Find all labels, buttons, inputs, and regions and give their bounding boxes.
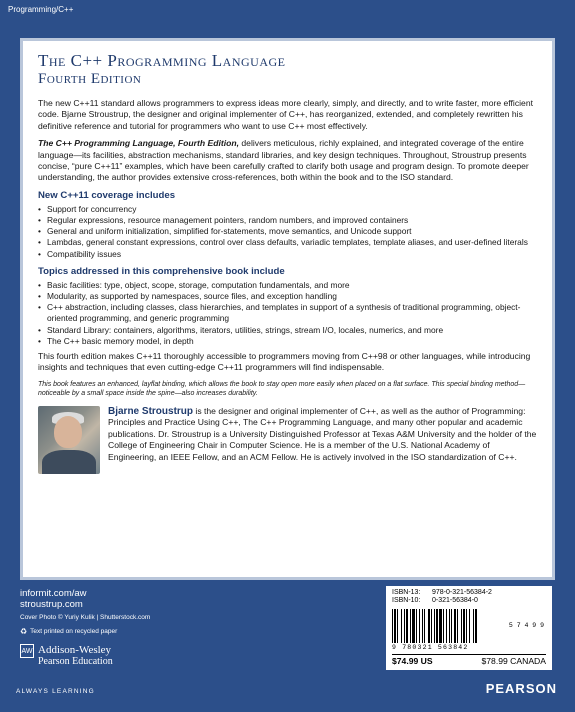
- price-us: $74.99 US: [392, 656, 433, 666]
- recycled-note: [20, 627, 117, 636]
- isbn13-row: [392, 589, 546, 597]
- recycle-icon: ♻: [20, 627, 28, 636]
- cover-credit: Cover Photo © Yuriy Kulik | Shutterstock.com: [20, 614, 151, 621]
- description-paragraph: [38, 138, 537, 184]
- list-item: • Lambdas, general constant expressions, control over class defaults, variadic templates, template aliases, and user-defined literals: [38, 237, 537, 248]
- price-canada: $78.99 CANADA: [481, 656, 546, 666]
- list-item: • Support for concurrency: [38, 204, 537, 215]
- book-edition: Fourth Edition: [38, 71, 142, 87]
- addon-digits: 5 7 4 9 9: [508, 622, 544, 629]
- list-item: • General and uniform initialization, simplified for-statements, move semantics, and Unicode support: [38, 226, 537, 237]
- intro-paragraph: The new C++11 standard allows programmers to express ideas more clearly, simply, and directly, and to write faster, more efficient code. Bjarne Stroustrup, the designer and original implementer of C++, has reorganized, extended, and completely rewritten his definitive reference and tutorial for programmers who want to use C++ most effectively.: [38, 98, 533, 131]
- description-text: delivers meticulous, richly explained, and integrated coverage of the entire language—its facilities, abstraction mechanisms, standard libraries, and key design techniques. Throughout, Stroustrup presents concise, “pure C++11” examples, which have been carefully crafted to clarify both usage and program design. To promote deeper understanding, the author provides extensive cross-references, both within the book and to the ISO standard.: [38, 138, 529, 183]
- author-block: [38, 406, 537, 474]
- coverage-heading: New C++11 coverage includes: [38, 189, 176, 201]
- list-item: • Modularity, as supported by namespaces, source files, and exception handling: [38, 291, 537, 302]
- isbn10-value: 0-321-56384-0: [432, 597, 478, 604]
- publisher-name: Addison-Wesley: [38, 644, 112, 656]
- book-reference: The C++ Programming Language, Fourth Edition,: [38, 138, 240, 149]
- isbn13-label: ISBN-13:: [392, 589, 421, 596]
- author-bio-text: is the designer and original implementer of C++, as well as the author of Programming: Principles and Practice Using C++, The C++ Programming Language, and many other popular and academic publications. Dr. Stroustrup is a University Distinguished Professor at Texas A&M University and the holder of the College of Engineering Chair in Computer Science. He is a member of the U.S. National Academy of Engineering, an IEEE Fellow, and an ACM Fellow. He is actively involved in the ISO standardization of C++.: [108, 405, 537, 462]
- tagline: ALWAYS LEARNING: [16, 688, 95, 695]
- pearson-logo: PEARSON: [485, 681, 557, 696]
- coverage-list: [38, 204, 537, 260]
- list-item: • The C++ basic memory model, in depth: [38, 336, 537, 347]
- topics-list: [38, 280, 537, 347]
- list-item: • Regular expressions, resource management pointers, random numbers, and improved containers: [38, 215, 537, 226]
- binding-note: This book features an enhanced, layflat binding, which allows the book to stay open more easily when placed on a flat surface. This special binding method—noticeable by a small space inside the spine—also increases durability.: [38, 380, 526, 397]
- list-item: • C++ abstraction, including classes, class hierarchies, and templates in support of a synthesis of traditional programming, object-oriented programming, and generic programming: [38, 302, 537, 324]
- isbn13-value: 978-0-321-56384-2: [432, 589, 492, 596]
- publisher-division: Pearson Education: [38, 656, 113, 667]
- barcode-bar: [477, 609, 478, 643]
- aw-logo-icon: AW: [20, 644, 34, 658]
- link-informit[interactable]: informit.com/aw: [20, 588, 87, 599]
- author-bio: [108, 406, 537, 474]
- publisher-logo: [20, 644, 113, 667]
- topics-heading: Topics addressed in this comprehensive book include: [38, 265, 285, 277]
- recycled-text: Text printed on recycled paper: [30, 628, 118, 635]
- book-title: The C++ Programming Language: [38, 51, 286, 70]
- author-photo: [38, 406, 100, 474]
- isbn10-row: [392, 597, 546, 605]
- list-item: • Standard Library: containers, algorithms, iterators, utilities, strings, stream I/O, locales, numerics, and more: [38, 325, 537, 336]
- link-stroustrup[interactable]: stroustrup.com: [20, 599, 83, 610]
- series-label: Programming/C++: [8, 5, 74, 14]
- barcode-box: [386, 586, 552, 670]
- price-row: [392, 654, 546, 665]
- ean-digits: 9 780321 563842: [392, 644, 469, 651]
- back-cover-panel: [20, 38, 555, 580]
- list-item: • Compatibility issues: [38, 249, 537, 260]
- closing-paragraph: This fourth edition makes C++11 thoroughly accessible to programmers moving from C++98 or other languages, while introducing insights and techniques that even cutting-edge C++11 programmers will find indispensable.: [38, 351, 531, 373]
- author-name: Bjarne Stroustrup: [108, 405, 194, 417]
- list-item: • Basic facilities: type, object, scope, storage, computation fundamentals, and more: [38, 280, 537, 291]
- web-links: [20, 588, 87, 610]
- isbn10-label: ISBN-10:: [392, 597, 421, 604]
